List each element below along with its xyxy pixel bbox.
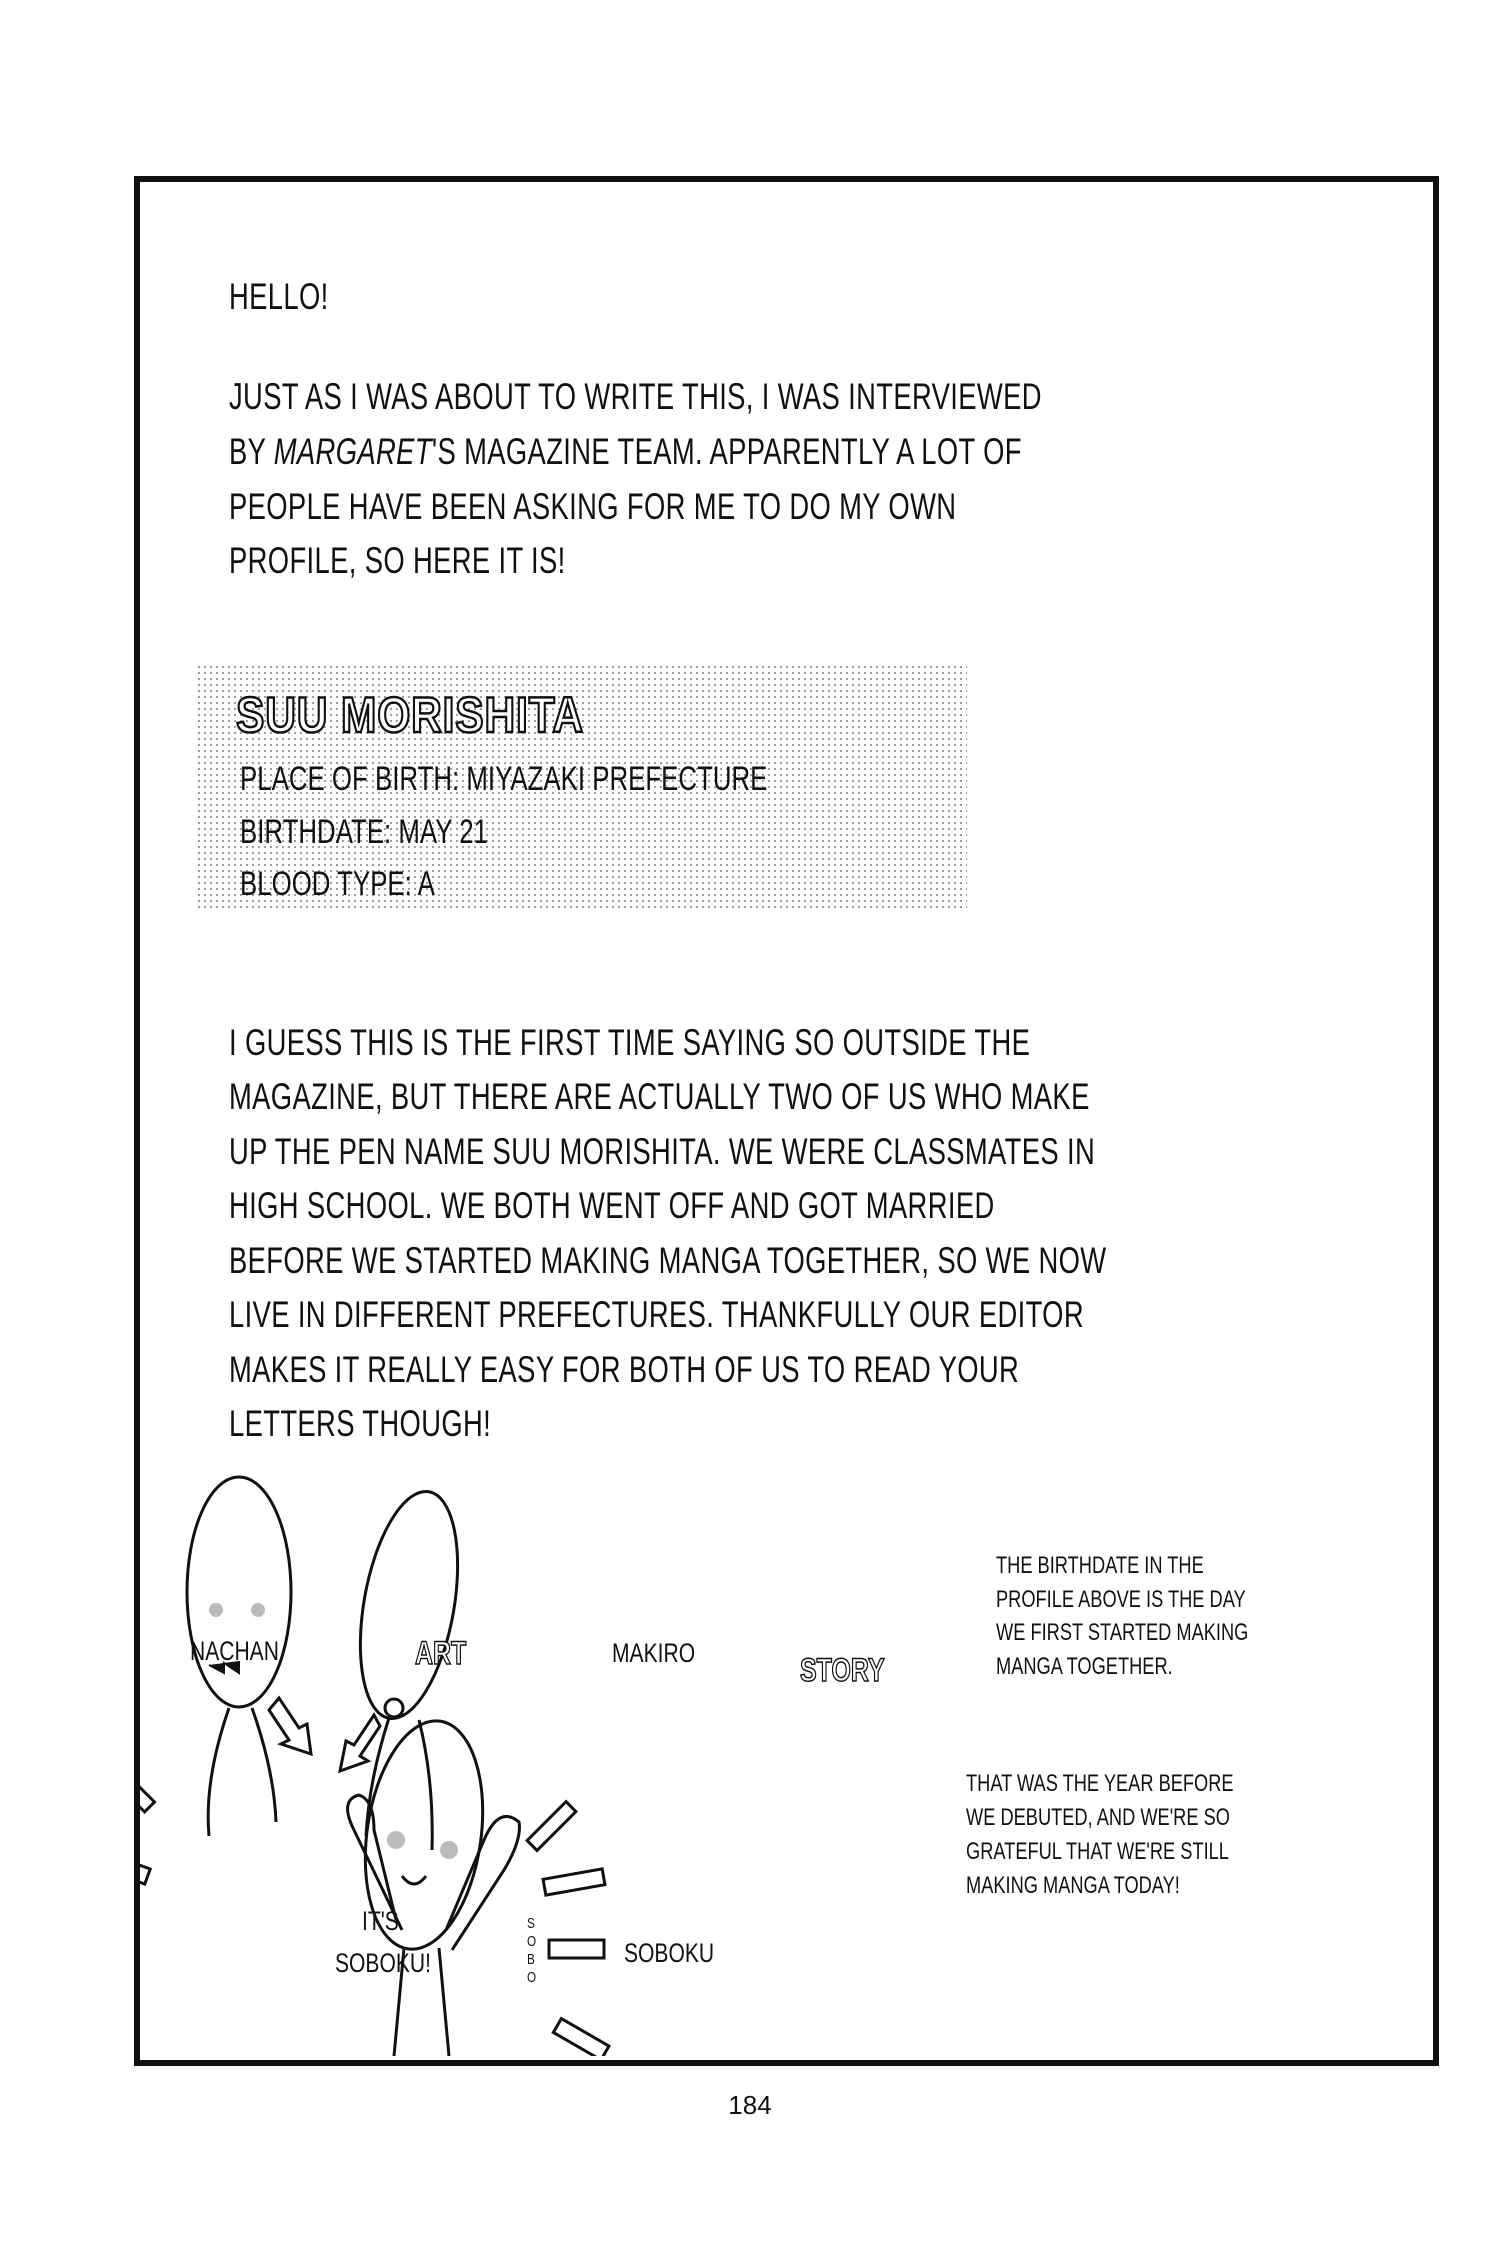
label-art: ART (415, 1635, 467, 1671)
note-line: WE DEBUTED, AND WE'RE SO (966, 1804, 1230, 1831)
note-line: PROFILE ABOVE IS THE DAY (996, 1586, 1246, 1613)
label-its: IT'S (362, 1906, 399, 1936)
label-story: STORY (800, 1652, 885, 1688)
profile-birthdate: BIRTHDATE: MAY 21 (240, 813, 488, 851)
intro-text: 'S MAGAZINE TEAM. APPARENTLY A LOT OF (431, 431, 1022, 472)
intro-line: PEOPLE HAVE BEEN ASKING FOR ME TO DO MY OWN (229, 486, 957, 527)
body-line: HIGH SCHOOL. WE BOTH WENT OFF AND GOT MARRIED (229, 1185, 995, 1226)
note-line: GRATEFUL THAT WE'RE STILL (966, 1838, 1229, 1865)
body-line: MAKES IT REALLY EASY FOR BOTH OF US TO READ YOUR (229, 1349, 1020, 1390)
intro-line (229, 433, 1022, 470)
profile-blood-type: BLOOD TYPE: A (240, 865, 435, 903)
illustration (134, 1450, 1334, 2056)
body-line: UP THE PEN NAME SUU MORISHITA. WE WERE CLASSMATES IN (229, 1131, 1096, 1172)
label-makiro: MAKIRO (612, 1638, 696, 1668)
page-number: 184 (728, 2090, 772, 2120)
note-line: MANGA TOGETHER. (996, 1653, 1173, 1680)
body-line: MAGAZINE, BUT THERE ARE ACTUALLY TWO OF US WHO MAKE (229, 1076, 1090, 1117)
note-line: THAT WAS THE YEAR BEFORE (966, 1770, 1234, 1797)
intro-line: JUST AS I WAS ABOUT TO WRITE THIS, I WAS INTERVIEWED (229, 376, 1042, 417)
soboku-character (348, 1713, 520, 2056)
label-soboku: SOBOKU (624, 1938, 715, 1968)
note-line: MAKING MANGA TODAY! (966, 1872, 1180, 1899)
label-soboku-exclaim: SOBOKU! (335, 1948, 431, 1978)
intro-line: PROFILE, SO HERE IT IS! (229, 540, 566, 581)
profile-birthplace: PLACE OF BIRTH: MIYAZAKI PREFECTURE (240, 760, 768, 798)
body-line: BEFORE WE STARTED MAKING MANGA TOGETHER, SO WE NOW (229, 1240, 1107, 1281)
intro-text: BY (229, 431, 274, 472)
arrow-icon (340, 1715, 380, 1771)
note-line: THE BIRTHDATE IN THE (996, 1552, 1204, 1579)
profile-box (196, 664, 967, 911)
magazine-title: MARGARET (273, 431, 432, 472)
body-line: LIVE IN DIFFERENT PREFECTURES. THANKFULLY OUR EDITOR (229, 1294, 1084, 1335)
note-line: WE FIRST STARTED MAKING (996, 1619, 1249, 1646)
body-line: LETTERS THOUGH! (229, 1403, 492, 1444)
greeting: HELLO! (229, 276, 329, 317)
profile-name: SUU MORISHITA (236, 687, 584, 743)
body-line: I GUESS THIS IS THE FIRST TIME SAYING SO OUTSIDE THE (229, 1022, 1031, 1063)
shirt-text: SOBO (527, 1915, 537, 1986)
label-nachan: NACHAN (190, 1636, 279, 1666)
arrow-icon (269, 1698, 311, 1754)
